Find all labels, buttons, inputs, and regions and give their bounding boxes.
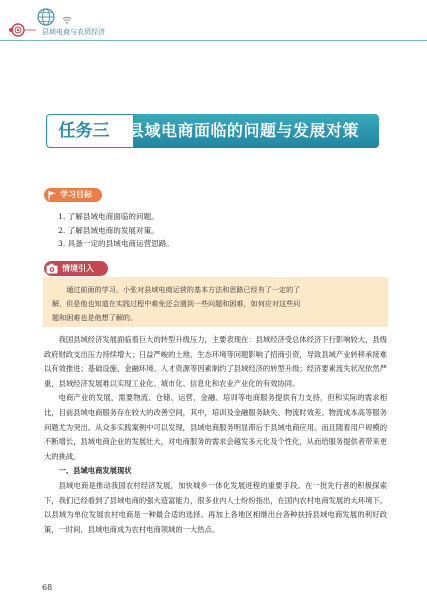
running-header: 县域电商与农贸经济: [42, 28, 105, 36]
goal-item: 1. 了解县域电商面临的问题。: [58, 212, 159, 221]
goal-item: 3. 具备一定的县域电商运营思路。: [58, 239, 174, 248]
paragraph: 我国县域经济发展面临着巨大的转型升级压力，主要表现在：县域经济受总体经济下行影响较大，县级政府财政支出压力持续增大；日益严峻的土地、生态环境等问题影响了招商引资，导致县域产业转移承接难以有效推进；基础设施、金融环境、人才资源等因素制约了县域经济的转型升级；经济要素流失状况依然严重，县域经济发展难以实现工业化、城市化、信息化和农业产业化的有效协同。: [44, 335, 387, 388]
goal-item: 2. 了解县域电商的发展对策。: [58, 225, 159, 235]
target-icon: [4, 23, 38, 37]
globe-icon: [36, 6, 56, 28]
case-text: [52, 283, 382, 325]
case-badge-label: 情境引入: [62, 264, 94, 273]
goals-list: [58, 210, 174, 251]
case-line: 通过前面的学习，小张对县域电商运营的基本方法和思路已经有了一定的了: [66, 285, 301, 294]
case-line: 题和困难也是他想了解的。: [52, 313, 138, 322]
section-heading: 一、县域电商发展现状: [58, 466, 132, 476]
task-label: 任务三: [58, 121, 110, 141]
page-title: 县域电商面临的问题与发展对策: [128, 121, 360, 140]
body-text: [44, 333, 387, 537]
paragraph: 电商产业的发展，需要物流、仓储、运营、金融、培训等电商服务提供有力支持，但和实际的需求相比，目前县域电商服务存在较大的改善空间，其中，培训及金融服务缺失、物流时效差、物流成本高等服务问题尤为突出。从众多实践案例中可以发现，县域电商服务明显滞后于县域电商应用。而且随着用户规模的不断增长，县域电商企业的发展壮大，对电商服务的需求会越发多元化及个性化，从而给服务提供者带来更大的挑战。: [44, 393, 387, 461]
header-divider: [0, 40, 427, 41]
case-line: 解，但是他也知道在实践过程中难免还会遇到一些问题和困难，如何应对这些问: [52, 299, 301, 308]
wifi-icon: [62, 16, 72, 24]
camera-icon: [46, 263, 58, 274]
goals-badge-label: 学习目标: [60, 190, 92, 199]
flag-icon: [47, 190, 57, 200]
page-number: 68: [42, 583, 53, 592]
paragraph: 县域电商是推动我国农村经济发展，加快城乡一体化发展进程的重要手段。在一批先行者的积极探索下，我们已经看到了县域电商的强大造富能力，很多业内人士纷纷指出，在国内农村电商发展的大环境下，以县域为单位发展农村电商是一种最合适的选择。再加上各地区相继出台各种扶持县域电商发展的利好政策，一时间，县域电商成为农村电商领域的一大热点。: [44, 480, 387, 534]
